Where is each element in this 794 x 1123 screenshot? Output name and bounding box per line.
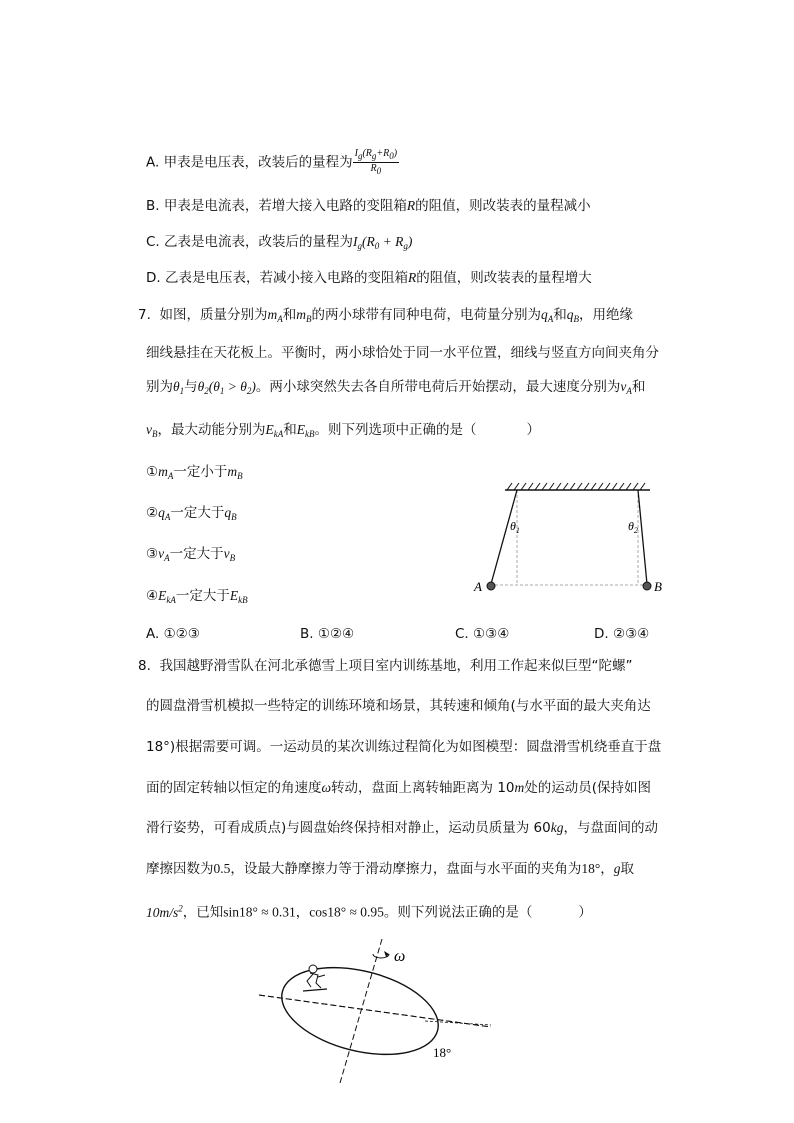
theta2-label: $\theta_2$ [628, 519, 638, 535]
q7-line-2: 细线悬挂在天花板上。平衡时，两小球恰处于同一水平位置，细线与竖直方向间夹角分 [146, 345, 659, 361]
q7-statement-3: $③v_A$一定大于$v_B$ [146, 546, 236, 563]
question-number: 8. [138, 658, 151, 674]
ball-a [487, 582, 495, 590]
question-number: 7. [138, 307, 151, 323]
q7-option-d: D. ②③④ [594, 626, 650, 642]
option-6a-text: A. 甲表是电压表，改装后的量程为 [146, 154, 353, 171]
q8-line-3: 18°)根据需要可调。一运动员的某次训练过程简化为如图模型：圆盘滑雪机绕垂直于盘 [146, 739, 662, 755]
option-6b: B. 甲表是电流表，若增大接入电路的变阻箱R的阻值，则改装表的量程减小 [146, 198, 591, 214]
q8-line-7: $10m/s^2$，已知sin18° ≈ 0.31，cos18° ≈ 0.95。则下列说法正确的是（ ） [146, 903, 592, 921]
label-b: B [654, 579, 662, 594]
string-b [638, 490, 647, 584]
q7-option-b: B. ①②④ [300, 626, 355, 642]
q8-line-4: 面的固定转轴以恒定的角速度ω转动，盘面上离转轴距离为 10m处的运动员(保持如图 [146, 780, 652, 796]
option-6c: C. 乙表是电流表，改装后的量程为$I_g(R_0 + R_g)$ [146, 234, 413, 251]
q7-line-3: 别为$\theta_1$与$\theta_2(\theta_1 > \theta_2)$。两小球突然失去各自所带电荷后开始摆动，最大速度分别为$v_A$和 [146, 379, 646, 396]
ball-b [643, 582, 651, 590]
q7-statement-1: $①m_A$一定小于$m_B$ [146, 464, 243, 481]
theta1-label: $\theta_1$ [510, 519, 520, 535]
q8-line-1: 8. 我国越野滑雪队在河北承德雪上项目室内训练基地，利用工作起来似巨型“陀螺” [138, 658, 633, 674]
q8-line-5: 滑行姿势，可看成质点)与圆盘始终保持相对静止，运动员质量为 60kg，与盘面间的动 [146, 820, 658, 836]
q7-line-1: 7. 如图，质量分别为$m_A$和$m_B$的两小球带有同种电荷，电荷量分别为$q_A$和$q_B$，用绝缘 [138, 307, 633, 324]
pendulum-figure [470, 480, 670, 605]
ceiling-hatch [507, 483, 645, 490]
string-a [491, 490, 517, 584]
label-a: A [474, 579, 482, 594]
angle-label: 18° [433, 1045, 452, 1060]
omega-label: ω [394, 948, 406, 965]
q7-statement-4: $④E_{kA}$一定大于$E_{kB}$ [146, 588, 248, 605]
q7-option-a: A. ①②③ [146, 626, 200, 642]
option-6a [146, 148, 399, 177]
disc-figure [255, 935, 505, 1085]
range-formula: $I_g(R_0 + R_g)$ [353, 234, 413, 251]
disc [273, 953, 448, 1069]
q7-option-c: C. ①③④ [455, 626, 510, 642]
q7-line-4: $v_B$，最大动能分别为$E_{kA}$和$E_{kB}$。则下列选项中正确的是（ ） [146, 422, 540, 439]
option-6d: D. 乙表是电压表，若减小接入电路的变阻箱R的阻值，则改装表的量程增大 [146, 270, 592, 286]
q7-statement-2: $②q_A$一定大于$q_B$ [146, 505, 237, 522]
range-fraction: $\frac{I_g(R_g+R_0)}{R_0}$ [354, 148, 398, 176]
q8-line-6: 摩擦因数为0.5，设最大静摩擦力等于滑动摩擦力，盘面与水平面的夹角为18°，g取 [146, 861, 635, 877]
q8-line-2: 的圆盘滑雪机模拟一些特定的训练环境和场景，其转速和倾角(与水平面的最大夹角达 [146, 698, 651, 714]
